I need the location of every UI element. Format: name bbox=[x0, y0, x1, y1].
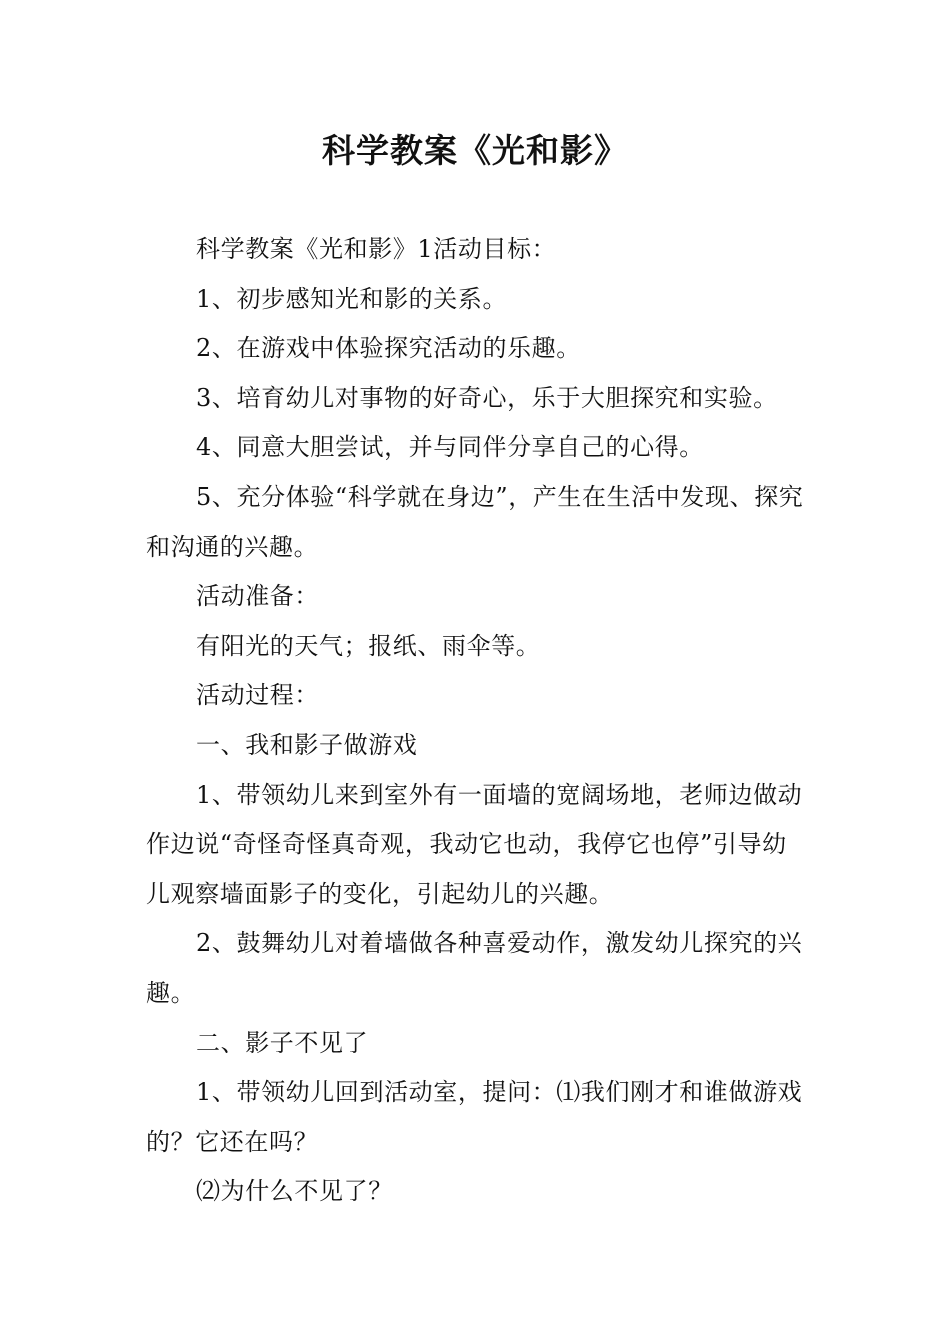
paragraph-preparation-heading: 活动准备： bbox=[196, 582, 319, 611]
paragraph-section-2-step-1: 1、带领幼儿回到活动室，提问：⑴我们刚才和谁做游戏的？它还在吗？ bbox=[146, 1078, 803, 1156]
document-body bbox=[146, 225, 810, 1217]
paragraph-section-1-step-2: 2、鼓舞幼儿对着墙做各种喜爱动作，激发幼儿探究的兴趣。 bbox=[146, 929, 803, 1007]
document-title: 科学教案《光和影》 bbox=[322, 131, 628, 170]
paragraph-objective-4: 4、同意大胆尝试，并与同伴分享自己的心得。 bbox=[196, 433, 704, 462]
paragraph-section-2-question-2: ⑵为什么不见了？ bbox=[196, 1177, 393, 1206]
paragraph-objectives-heading: 科学教案《光和影》1活动目标： bbox=[196, 235, 557, 263]
paragraph-process-heading: 活动过程： bbox=[196, 681, 319, 710]
paragraph-section-1-step-1: 1、带领幼儿来到室外有一面墙的宽阔场地，老师边做动作边说“奇怪奇怪真奇观，我动它也动，我停它也停”引导幼儿观察墙面影子的变化，引起幼儿的兴趣。 bbox=[146, 780, 803, 908]
paragraph-objective-1: 1、初步感知光和影的关系。 bbox=[196, 284, 508, 313]
paragraph-objective-2: 2、在游戏中体验探究活动的乐趣。 bbox=[196, 334, 581, 363]
paragraph-preparation-items: 有阳光的天气；报纸、雨伞等。 bbox=[196, 631, 541, 660]
paragraph-section-2-heading: 二、影子不见了 bbox=[196, 1028, 369, 1057]
paragraph-section-1-heading: 一、我和影子做游戏 bbox=[196, 730, 418, 759]
paragraph-objective-5: 5、充分体验“科学就在身边”，产生在生活中发现、探究和沟通的兴趣。 bbox=[146, 482, 804, 561]
paragraph-objective-3: 3、培育幼儿对事物的好奇心，乐于大胆探究和实验。 bbox=[196, 383, 778, 412]
